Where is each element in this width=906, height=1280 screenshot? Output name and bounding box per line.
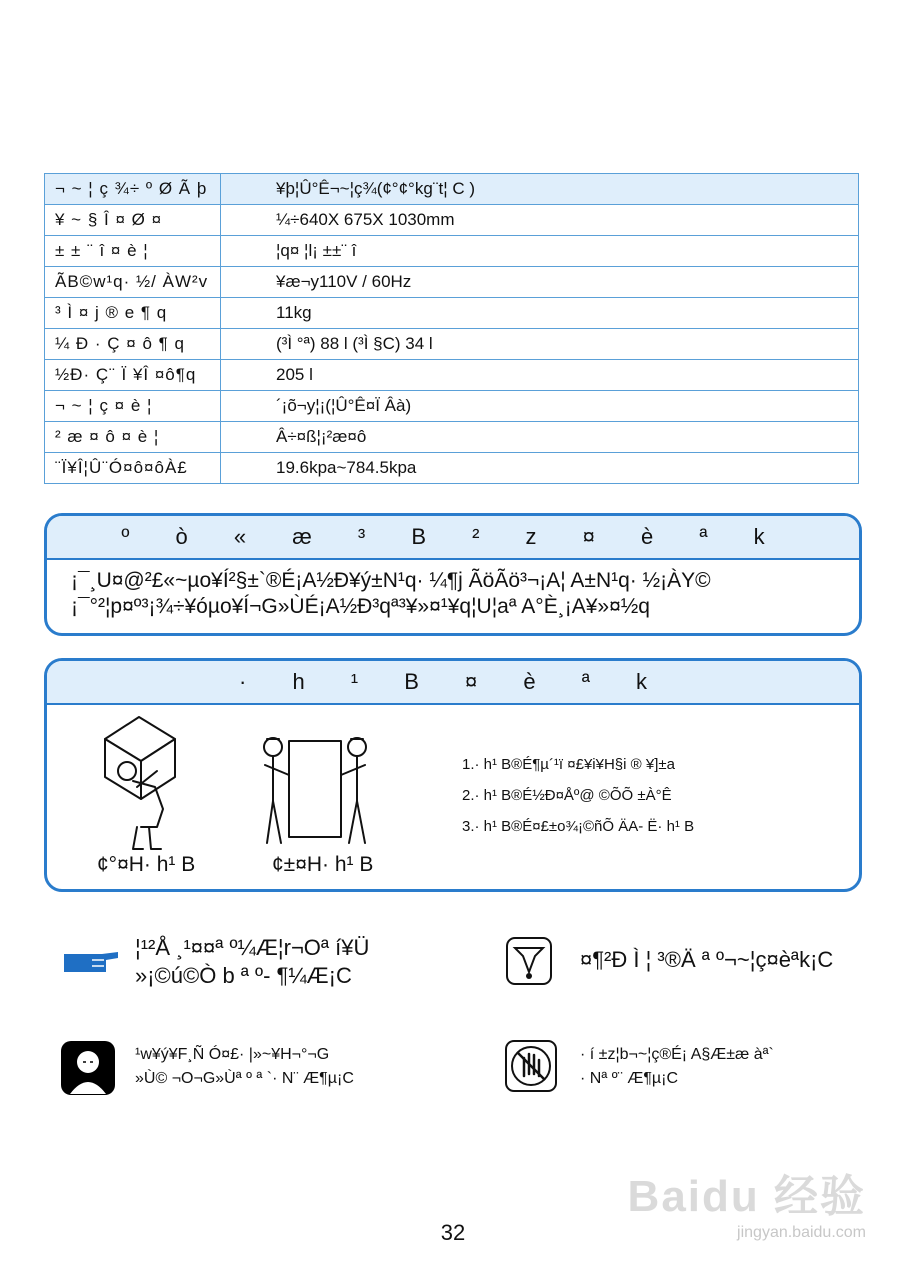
table-row — [45, 174, 859, 205]
two-person-caption: ¢±¤H· h¹ B — [272, 853, 374, 876]
page-ref-note — [135, 934, 369, 990]
note-line: · í ±z¦b¬~¦ç®É¡ A§Æ±æ àª` — [580, 1046, 774, 1063]
spec-label: ¬ ~ ¦ ç ¤ è ¦ — [45, 391, 221, 422]
spec-value: 19.6kpa~784.5kpa — [221, 453, 859, 484]
note-line: ¦¹²Å ¸¹¤¤ª º¼Æ¦r¬Oª í¥Ü — [135, 935, 370, 960]
spec-label: ± ± ¨ î ¤ è ¦ — [45, 236, 221, 267]
pointing-hand-icon — [62, 948, 120, 976]
carry-steps-list — [462, 749, 694, 842]
spec-label: ½Ð· Ç¨ Ï ¥Î ¤ô¶q — [45, 360, 221, 391]
watermark-brand: Baidu 经验 — [627, 1172, 866, 1221]
tip-note: ¤¶²Ð Ì ¦ ³®Ä ª º¬~¦ç¤èªk¡C — [580, 947, 834, 972]
spec-value: Â÷¤ß¦¡²æ¤ô — [221, 422, 859, 453]
panel-title: · h ¹ B ¤ è ª k — [47, 661, 859, 705]
one-person-carry-icon — [97, 709, 207, 859]
spec-label: ² æ ¤ ô ¤ è ¦ — [45, 422, 221, 453]
spec-table — [44, 173, 859, 484]
table-row — [45, 267, 859, 298]
table-row — [45, 329, 859, 360]
spec-label: ¼ Ð · Ç ¤ ô ¶ q — [45, 329, 221, 360]
spec-label: ¥ ~ § Î ¤ Ø ¤ — [45, 205, 221, 236]
two-person-carry-icon — [255, 731, 375, 851]
panel-title: º ò « æ ³ B ² z ¤ è ª k — [47, 516, 859, 560]
one-person-caption: ¢°¤H· h¹ B — [97, 853, 196, 876]
page-number: 32 — [440, 1220, 466, 1245]
spec-value: ¦q¤ ¦l¡ ±±¨ î — [221, 236, 859, 267]
table-row — [45, 360, 859, 391]
spec-label: ¨Ï¥Î¦Û¨Ó¤ô¤ôÀ£ — [45, 453, 221, 484]
spec-value: ¥þ¦Û°Ê¬~¦ç¾(¢°¢°kg¨t¦ C ) — [221, 174, 859, 205]
note-line: »¡©ú©Ò b ª º- ¶¼Æ¡C — [135, 963, 352, 988]
prohibited-hand-icon — [505, 1040, 557, 1092]
list-item: 1.· h¹ B®É¶µ´¹ï ¤£¥i¥H§i ® ¥]±a — [462, 756, 675, 773]
spec-label: ÃB©w¹q· ½/ ÀW²v — [45, 267, 221, 298]
warning-note — [135, 1043, 354, 1091]
note-line: »Ù© ¬O¬G»Ùª º ª `· N¨ Æ¶µ¡C — [135, 1070, 354, 1087]
note-line: ¹w¥ý¥F¸Ñ Ó¤£· |»~¥H¬°¬G — [135, 1046, 330, 1063]
spec-value: ¥æ¬y110V / 60Hz — [221, 267, 859, 298]
table-row — [45, 298, 859, 329]
spec-value: 205 l — [221, 360, 859, 391]
spec-value: (³Ì °ª) 88 l (³Ì §C) 34 l — [221, 329, 859, 360]
caution-note — [580, 1043, 774, 1091]
trouble-notice-panel — [44, 513, 862, 636]
notice-line: ¡¯°²¦p¤º³¡¾÷¥óµo¥Í¬G»ÙÉ¡A½Ð³qª³¥»¤¹¥q¦U¦aª A°È¸¡A¥»¤½q — [71, 595, 650, 618]
spec-value: ¼÷640X 675X 1030mm — [221, 205, 859, 236]
warning-face-icon — [60, 1040, 116, 1096]
spec-label: ¬ ~ ¦ ç ¾÷ º Ø Ã þ — [45, 174, 221, 205]
notice-body — [47, 560, 859, 628]
spec-value: 11kg — [221, 298, 859, 329]
table-row — [45, 236, 859, 267]
table-row — [45, 453, 859, 484]
carrying-method-panel — [44, 658, 862, 892]
note-line: · Nª º¨ Æ¶µ¡C — [580, 1070, 679, 1087]
table-row — [45, 205, 859, 236]
tip-gear-icon — [505, 936, 553, 986]
list-item: 3.· h¹ B®É¤£±o¾¡©ñÕ ÄA- Ë· h¹ B — [462, 818, 695, 835]
list-item: 2.· h¹ B®É½Ð¤Åº@ ©ÕÕ ±À°Ê — [462, 787, 672, 804]
table-row — [45, 391, 859, 422]
watermark-url: jingyan.baidu.com — [737, 1224, 866, 1241]
notice-line: ¡¯¸U¤@²£«~µo¥Í²§±`®É¡A½Ð¥ý±N¹q· ¼¶j ÃöÃö³¬¡A¦ A±N¹q· ½¡ÀY© — [71, 569, 711, 592]
table-row — [45, 422, 859, 453]
spec-label: ³ Ì ¤ j ® e ¶ q — [45, 298, 221, 329]
spec-value: ´¡õ¬y¦¡(¦Û°Ê¤Ï Âà) — [221, 391, 859, 422]
